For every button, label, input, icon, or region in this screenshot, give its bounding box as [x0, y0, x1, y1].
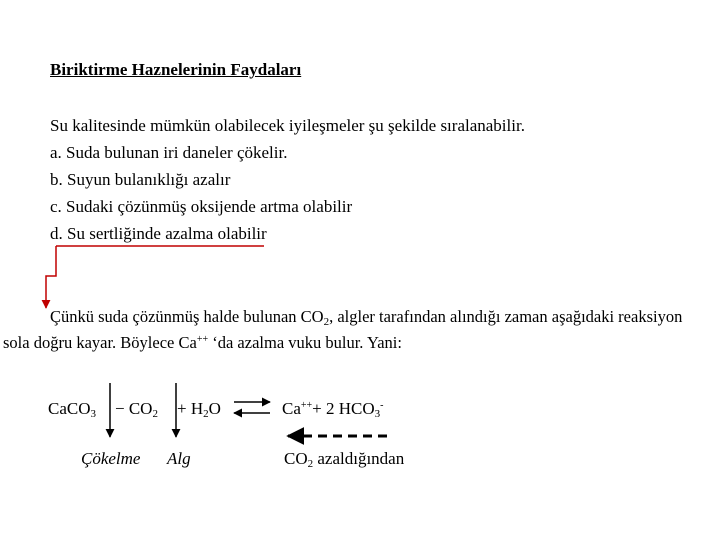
eq-h2o-text: + H — [177, 399, 204, 418]
intro-text: Su kalitesinde mümkün olabilecek iyileşmeler şu şekilde sıralanabilir. — [50, 116, 525, 135]
eq-caco3-text: CaCO — [48, 399, 91, 418]
explanation-subscript: 2 — [323, 316, 330, 328]
eq-caco3-sub: 3 — [90, 408, 96, 420]
explanation-superscript: ++ — [196, 334, 209, 345]
label-co2-sub: 2 — [307, 458, 314, 470]
explanation-text-cont: ‘da azalma vuku bulur. Yani: — [208, 333, 402, 352]
list-item-a: a. Suda bulunan iri daneler çökelir. — [50, 143, 288, 162]
label-co2-text-cont: azaldığından — [313, 449, 405, 468]
eq-h2o-sub: 2 — [203, 408, 209, 420]
label-alg: Alg — [167, 449, 191, 468]
eq-hco3-sub: 3 — [374, 408, 381, 420]
eq-hco3-text: + 2 HCO — [312, 399, 375, 418]
eq-co2-text: − CO — [115, 399, 153, 418]
list-item-d: d. Su sertliğinde azalma olabilir — [50, 224, 267, 243]
eq-h2o-text-cont: O — [208, 399, 221, 418]
explanation-text: sola doğru kayar. Böylece Ca — [3, 333, 197, 352]
eq-ca-text: Ca — [282, 399, 301, 418]
explanation-text-cont: , algler tarafından alındığı zaman aşağıdaki reaksiyon — [329, 307, 683, 326]
red-elbow-arrow — [46, 246, 56, 308]
list-item-b: b. Suyun bulanıklığı azalır — [50, 170, 231, 189]
eq-co2-sub: 2 — [152, 408, 158, 420]
label-co2-text: CO — [284, 449, 308, 468]
eq-hco3-sup: - — [380, 400, 384, 411]
list-item-c: c. Sudaki çözünmüş oksijende artma olabilir — [50, 197, 353, 216]
section-title: Biriktirme Haznelerinin Faydaları — [50, 60, 302, 79]
eq-ca-sup: ++ — [300, 400, 313, 411]
explanation-text: Çünkü suda çözünmüş halde bulunan CO — [50, 307, 324, 326]
label-cokelme: Çökelme — [81, 449, 141, 468]
